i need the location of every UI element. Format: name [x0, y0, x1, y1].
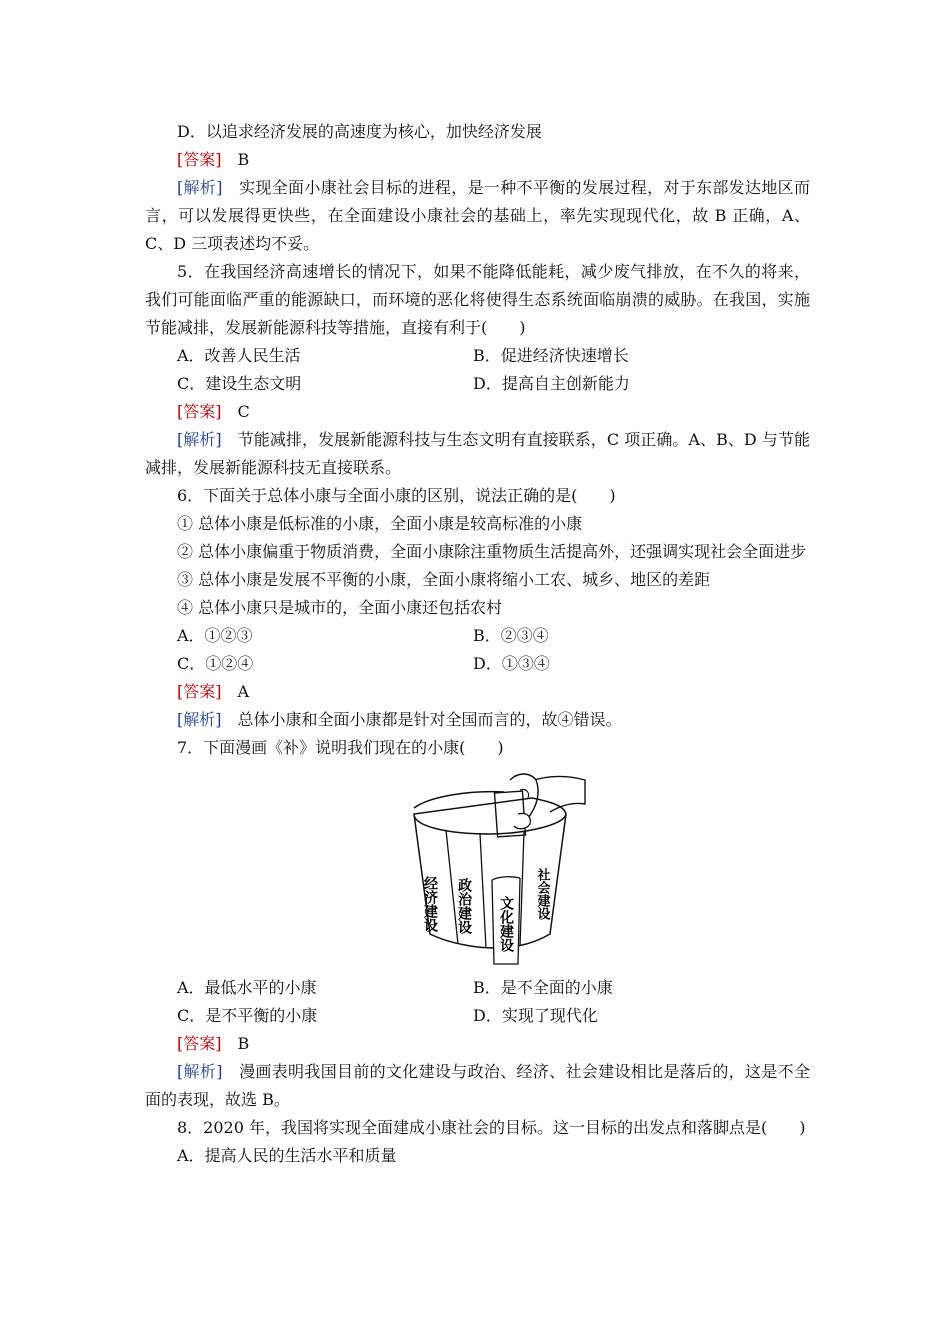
- q6-option-d: D．①③④: [473, 654, 550, 673]
- q6-option-a: A．①②③: [177, 626, 253, 645]
- answer-tag: [答案]: [177, 1034, 222, 1053]
- q7-stem: 7．下面漫画《补》说明我们现在的小康( ): [177, 738, 504, 757]
- analysis-text: 节能减排，发展新能源科技与生态文明有直接联系，C 项正确。A、B、D 与节能减排，发展新能源科技无直接联系。: [145, 430, 810, 477]
- bucket-cartoon: [400, 768, 590, 966]
- q5-analysis: [145, 426, 810, 482]
- q4-analysis: [145, 174, 810, 258]
- document-page: [145, 118, 810, 1170]
- bucket-cartoon-figure: [145, 768, 810, 970]
- answer-value: C: [237, 402, 250, 421]
- analysis-text: 漫画表明我国目前的文化建设与政治、经济、社会建设相比是落后的，这是不全面的表现，故选 B。: [145, 1062, 810, 1109]
- q6-stem: 6．下面关于总体小康与全面小康的区别，说法正确的是( ): [177, 486, 616, 505]
- q6-item-2: ② 总体小康偏重于物质消费，全面小康除注重物质生活提高外，还强调实现社会全面进步: [177, 542, 807, 561]
- q6-answer: [145, 678, 810, 706]
- q7-option-c: C．是不平衡的小康: [177, 1006, 318, 1025]
- answer-value: A: [237, 682, 250, 701]
- stave-line-3: [520, 832, 524, 946]
- q6-analysis: [145, 706, 810, 734]
- answer-value: B: [237, 150, 250, 169]
- analysis-text: 实现全面小康社会目标的进程，是一种不平衡的发展过程，对于东部发达地区而言，可以发展得更快些，在全面建设小康社会的基础上，率先实现现代化，故 B 正确，A、C、D 三项表述均不妥。: [145, 178, 810, 253]
- q6-item-1: ① 总体小康是低标准的小康，全面小康是较高标准的小康: [177, 514, 583, 533]
- q7-option-b: B．是不全面的小康: [473, 978, 613, 997]
- analysis-tag: [解析]: [177, 178, 223, 197]
- q6-item-4: ④ 总体小康只是城市的，全面小康还包括农村: [177, 598, 503, 617]
- q5-option-a: A．改善人民生活: [177, 346, 301, 365]
- bucket-rim: [414, 792, 566, 834]
- q7-option-d: D．实现了现代化: [473, 1006, 598, 1025]
- q5-option-b: B．促进经济快速增长: [473, 346, 629, 365]
- q6-option-c: C．①②④: [177, 654, 254, 673]
- q5-option-c: C．建设生态文明: [177, 374, 302, 393]
- analysis-tag: [解析]: [177, 430, 222, 449]
- q8-stem: 8．2020 年，我国将实现全面建成小康社会的目标。这一目标的出发点和落脚点是( ): [177, 1118, 806, 1137]
- stave-label-economy: 经济建设: [422, 876, 438, 932]
- q4-option-d: D．以追求经济发展的高速度为核心，加快经济发展: [177, 122, 542, 141]
- q6-options-row1: [145, 622, 810, 650]
- q7-option-a: A．最低水平的小康: [177, 978, 317, 997]
- q5-options-row1: [145, 342, 810, 370]
- q6-options-row2: [145, 650, 810, 678]
- q4-answer: [145, 146, 810, 174]
- q5-options-row2: [145, 370, 810, 398]
- q5-option-d: D．提高自主创新能力: [473, 374, 630, 393]
- analysis-text: 总体小康和全面小康都是针对全国而言的，故④错误。: [237, 710, 622, 729]
- stave-label-culture: 文化建设: [498, 896, 514, 952]
- q5-stem: 5．在我国经济高速增长的情况下，如果不能降低能耗，减少废气排放，在不久的将来，我们可能面临严重的能源缺口，而环境的恶化将使得生态系统面临崩溃的威胁。在我国，实施节能减排，发展新能源科技等措施，直接有利于( ): [145, 262, 810, 337]
- short-stave-top: [492, 877, 520, 880]
- q6-option-b: B．②③④: [473, 626, 549, 645]
- answer-value: B: [237, 1034, 250, 1053]
- stave-line-2: [480, 834, 486, 948]
- q7-answer: [145, 1030, 810, 1058]
- q7-options-row1: [145, 974, 810, 1002]
- analysis-tag: [解析]: [177, 710, 222, 729]
- answer-tag: [答案]: [177, 150, 222, 169]
- answer-tag: [答案]: [177, 682, 222, 701]
- stave-label-society: 社会建设: [534, 868, 550, 920]
- q6-item-3: ③ 总体小康是发展不平衡的小康，全面小康将缩小工农、城乡、地区的差距: [177, 570, 711, 589]
- q7-analysis: [145, 1058, 810, 1114]
- answer-tag: [答案]: [177, 402, 222, 421]
- stave-label-politics: 政治建设: [456, 878, 472, 934]
- q8-option-a: A．提高人民的生活水平和质量: [177, 1146, 397, 1165]
- q7-options-row2: [145, 1002, 810, 1030]
- q5-answer: [145, 398, 810, 426]
- analysis-tag: [解析]: [177, 1062, 223, 1081]
